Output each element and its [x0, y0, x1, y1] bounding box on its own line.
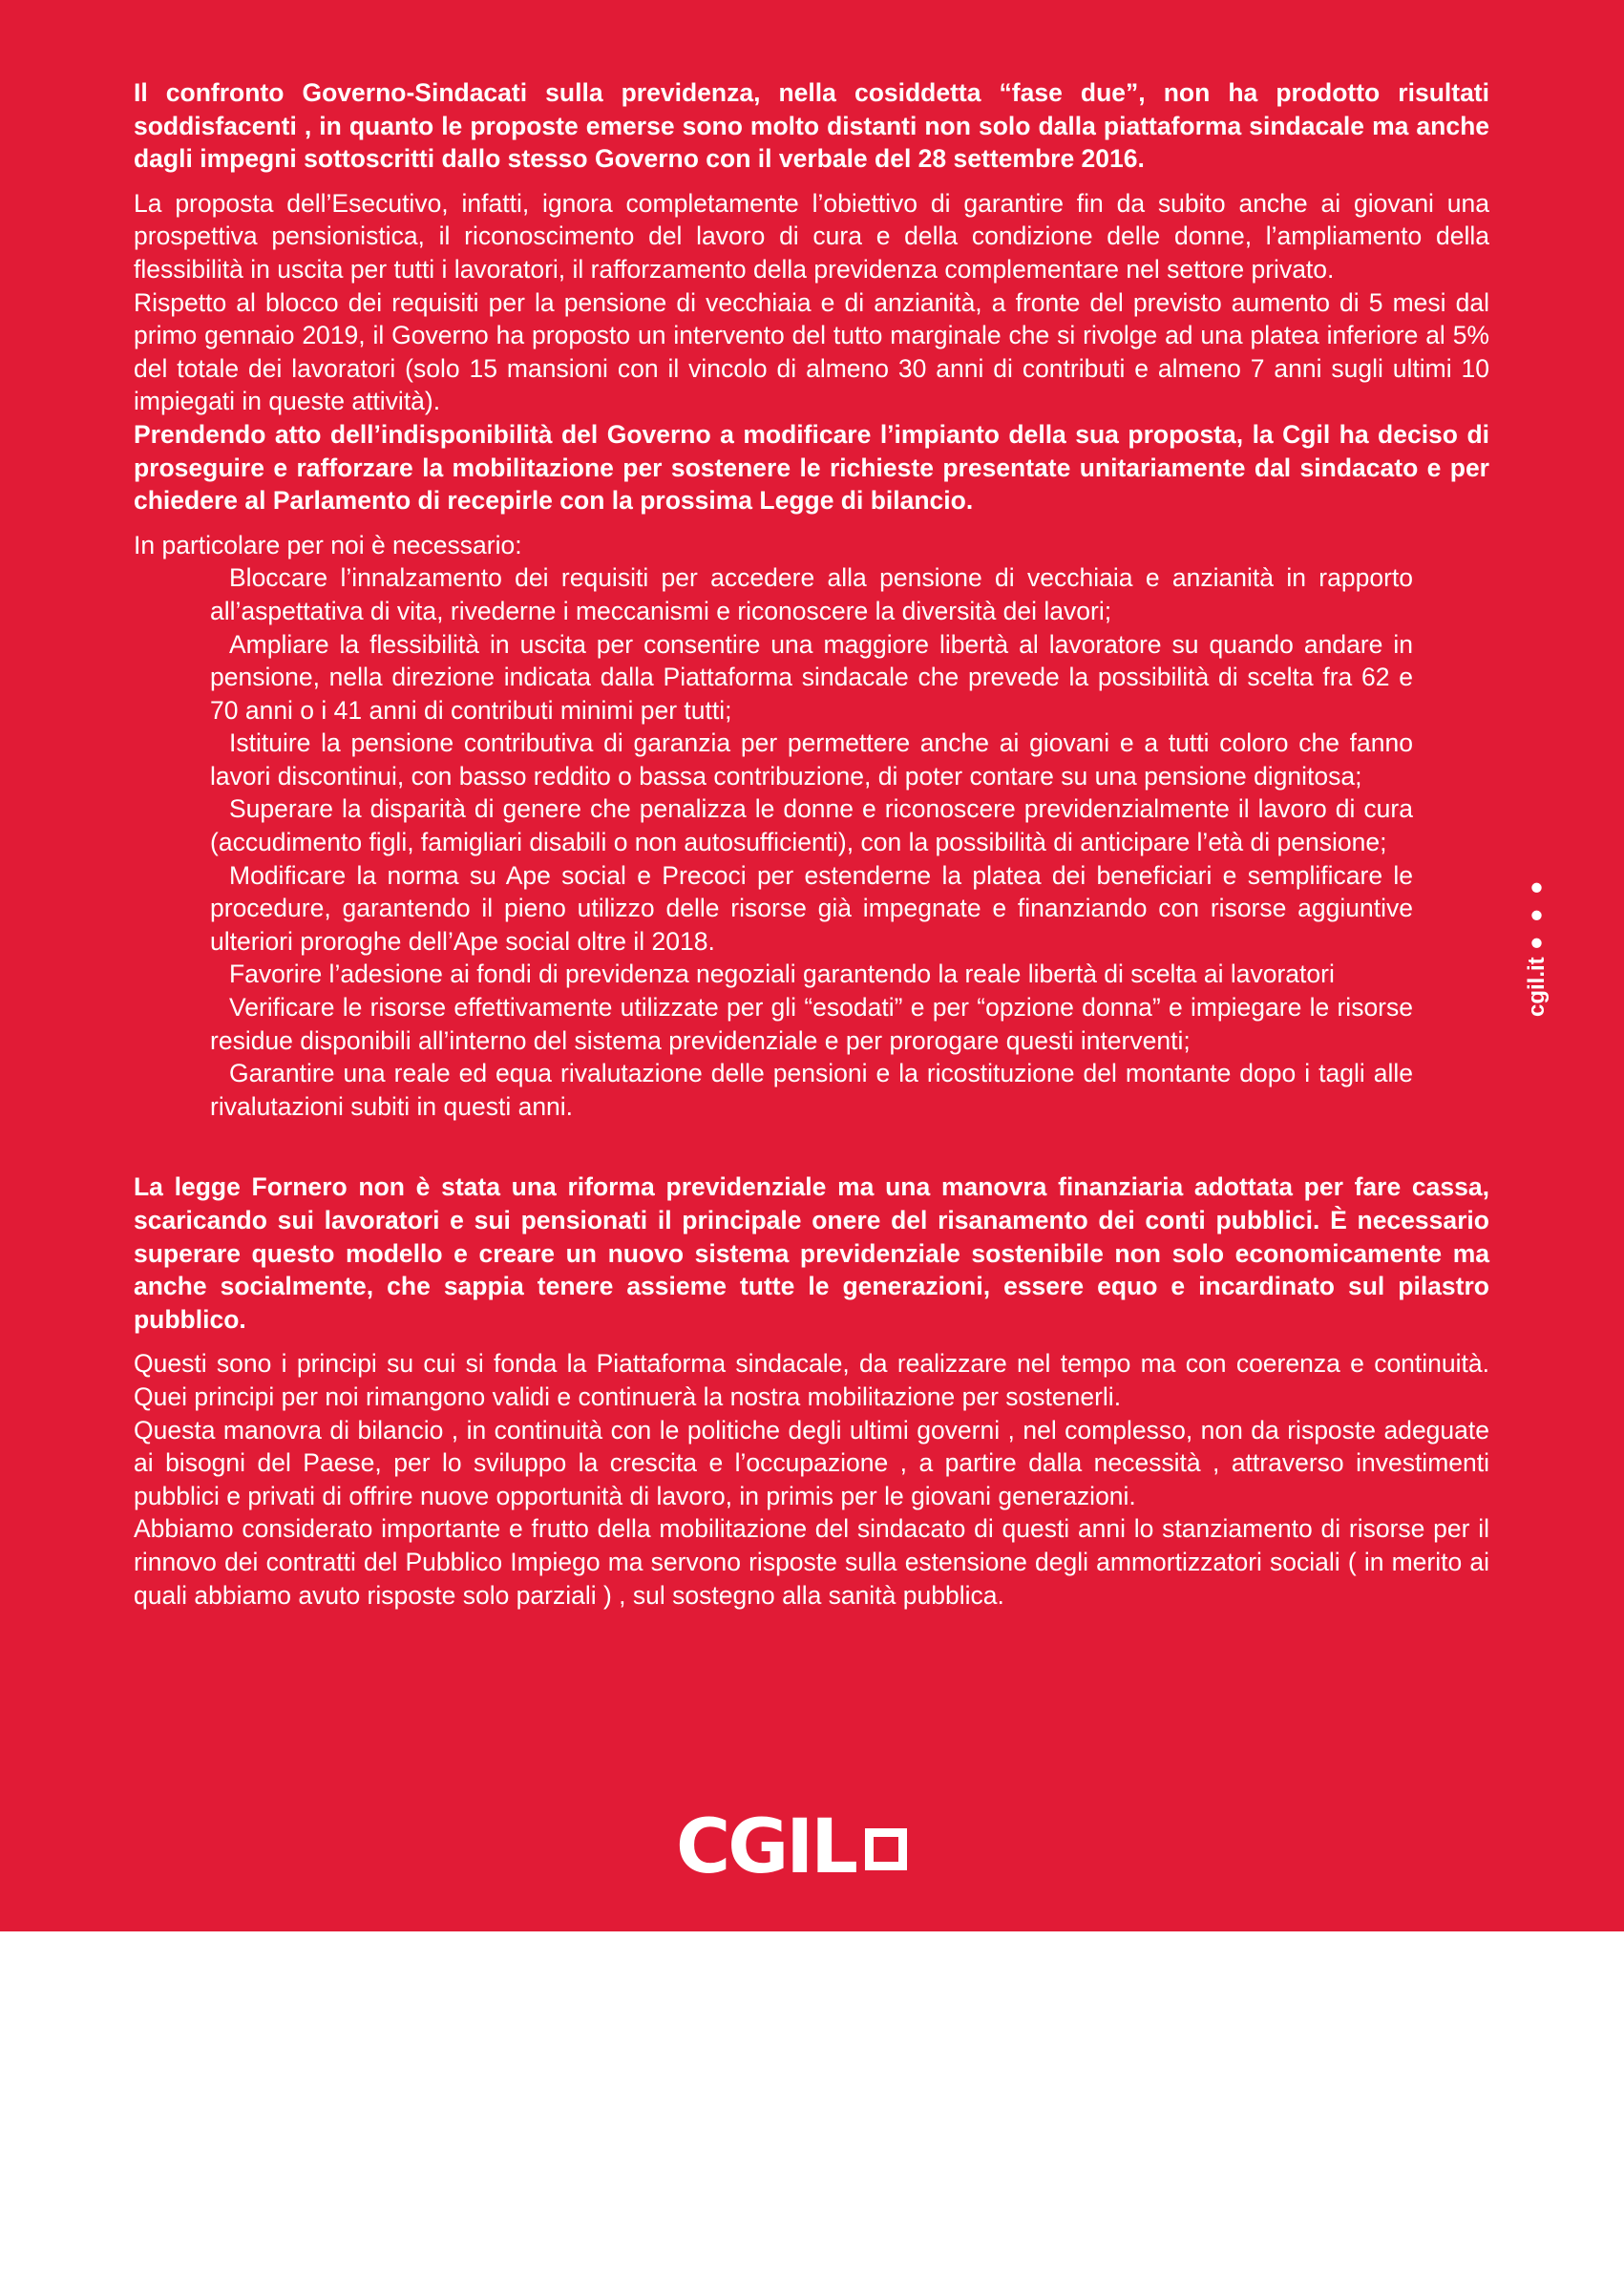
list-item: Bloccare l’innalzamento dei requisiti per accedere alla pensione di vecchiaia e anzianità in rapporto all’aspettativa di vita, rivederne i meccanismi e riconoscere la diversità dei lavori; [210, 563, 1413, 625]
paragraph-manovra: Questa manovra di bilancio , in continuità con le politiche degli ultimi governi , nel complesso, non da risposte adeguate ai bisogni del Paese, per lo sviluppo la crescita e l’occupazione , a partire dalla necessità , attraverso investimenti pubblici e privati di offrire nuove opportunità di lavoro, in primis per le giovani generazioni. [134, 1415, 1489, 1510]
list-item: Istituire la pensione contributiva di garanzia per permettere anche ai giovani e a tutti coloro che fanno lavori discontinui, con basso reddito o bassa contribuzione, di poter contare su una pensione dignitosa; [210, 728, 1413, 791]
list-item: Modificare la norma su Ape social e Precoci per estenderne la platea dei beneficiari e semplificare le procedure, garantendo il pieno utilizzo delle risorse già impegnate e finanziando con risorse aggiuntive ulteriori proroghe dell’Ape social oltre il 2018. [210, 860, 1413, 956]
intro-paragraph: Il confronto Governo-Sindacati sulla previdenza, nella cosiddetta “fase due”, non ha prodotto risultati soddisfacenti , in quanto le proposte emerse sono molto distanti non solo dalla piattaforma sindacale ma anche dagli impegni sottoscritti dallo stesso Governo con il verbale del 28 settembre 2016. [134, 78, 1489, 174]
list-item: Superare la disparità di genere che penalizza le donne e riconoscere previdenzialmente il lavoro di cura (accudimento figli, famigliari disabili o non autosufficienti), con la possibilità di anticipare l’età di pensione; [210, 794, 1413, 857]
social-icon: ● [1524, 874, 1550, 902]
document-body [134, 76, 1489, 1612]
paragraph-requisiti: Rispetto al blocco dei requisiti per la pensione di vecchiaia e di anzianità, a fronte del previsto aumento di 5 mesi dal primo gennaio 2019, il Governo ha proposto un intervento del tutto marginale che si rivolge ad una platea inferiore al 5% del totale dei lavoratori (solo 15 mansioni con il vincolo di almeno 30 anni di contributi e almeno 7 anni sugli ultimi 10 impiegati in queste attività). [134, 287, 1489, 416]
side-url-text: cgil.it [1524, 957, 1550, 1017]
social-icon: ● [1524, 929, 1550, 958]
paragraph-fornero: La legge Fornero non è stata una riforma previdenziale ma una manovra finanziaria adottata per fare cassa, scaricando sui lavoratori e sui pensionati il principale onere del risanamento dei conti pubblici. È necessario superare questo modello e creare un nuovo sistema previdenziale sostenibile non solo economicamente ma anche socialmente, che sappia tenere assieme tutte le generazioni, essere equo e incardinato sul pilastro pubblico. [134, 1172, 1489, 1334]
list-item: Ampliare la flessibilità in uscita per consentire una maggiore libertà al lavoratore su quando andare in pensione, nella direzione indicata dalla Piattaforma sindacale che prevede la possibilità di scelta fra 62 e 70 anni o i 41 anni di contributi minimi per tutti; [210, 629, 1413, 725]
social-icon: ● [1524, 901, 1550, 930]
paragraph-proposta: La proposta dell’Esecutivo, infatti, ignora completamente l’obiettivo di garantire fin da subito anche ai giovani una prospettiva pensionistica, il riconoscimento del lavoro di cura e della condizione delle donne, l’ampliamento della flessibilità in uscita per tutti i lavoratori, il rafforzamento della previdenza complementare nel settore privato. [134, 188, 1489, 284]
list-item: Verificare le risorse effettivamente utilizzate per gli “esodati” e per “opzione donna” e impiegare le risorse residue disponibili all’interno del sistema previdenziale e per prorogare questi interventi; [210, 993, 1413, 1055]
logo-text: CGIL [676, 1804, 855, 1890]
list-item: Favorire l’adesione ai fondi di previdenza negoziali garantendo la reale libertà di scelta ai lavoratori [229, 960, 1335, 989]
paragraph-principi: Questi sono i principi su cui si fonda la Piattaforma sindacale, da realizzare nel tempo ma con coerenza e continuità. Quei principi per noi rimangono validi e continuerà la nostra mobilitazione per sostenerli. [134, 1349, 1489, 1411]
logo-square-icon [865, 1828, 907, 1870]
social-icons [1524, 874, 1550, 957]
list-item: Garantire una reale ed equa rivalutazione delle pensioni e la ricostituzione del montante dopo i tagli alle rivalutazioni subiti in questi anni. [210, 1059, 1413, 1121]
side-website-label [1522, 874, 1552, 1017]
paragraph-mobilitazione: Prendendo atto dell’indisponibilità del Governo a modificare l’impianto della sua proposta, la Cgil ha deciso di proseguire e rafforzare la mobilitazione per sostenere le richieste presentate unitariamente dal sindacato e per chiedere al Parlamento di recepirle con la prossima Legge di bilancio. [134, 419, 1489, 516]
demands-list [210, 561, 1413, 1123]
paragraph-risorse: Abbiamo considerato importante e frutto della mobilitazione del sindacato di questi anni lo stanziamento di risorse per il rinnovo dei contratti del Pubblico Impiego ma servono risposte sulla estensione degli ammortizzatori sociali ( in merito ai quali abbiamo avuto risposte solo parziali ) , sul sostegno alla sanità pubblica. [134, 1514, 1489, 1610]
cgil-logo [676, 1804, 907, 1890]
list-intro: In particolare per noi è necessario: [134, 530, 522, 559]
